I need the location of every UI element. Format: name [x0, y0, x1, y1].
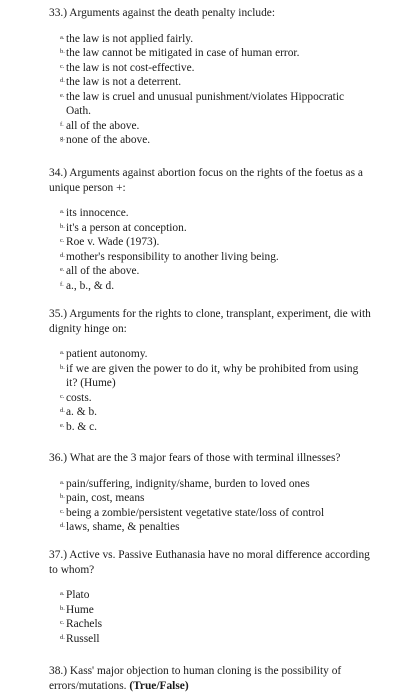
option: a. patient autonomy. — [60, 348, 148, 360]
question-text: 38.) Kass' major objection to human cloning is the possibility of errors/mutations. (True/False) — [49, 665, 342, 692]
question-35 — [49, 307, 379, 434]
question-37 — [49, 548, 379, 646]
question-34 — [49, 166, 379, 293]
option: e. the law is cruel and unusual punishment/violates Hippocratic Oath. — [60, 90, 345, 117]
option: b. if we are given the power to do it, why be prohibited from using it? (Hume) — [60, 362, 359, 389]
question-text: 36.) What are the 3 major fears of those with terminal illnesses? — [49, 452, 341, 464]
option: d. a. & b. — [60, 406, 98, 418]
option: c. being a zombie/persistent vegetative state/loss of control — [60, 506, 325, 519]
option: c. Roe v. Wade (1973). — [60, 236, 160, 248]
question-text: 33.) Arguments against the death penalty include: — [49, 7, 275, 19]
option: d. Russell — [60, 632, 100, 645]
option: e. b. & c. — [60, 420, 98, 433]
question-33 — [49, 6, 379, 148]
option: a. Plato — [60, 589, 90, 601]
option: c. the law is not cost-effective. — [60, 61, 195, 74]
option: d. mother's responsibility to another living being. — [60, 250, 279, 263]
option: d. laws, shame, & penalties — [60, 521, 180, 533]
option: a. the law is not applied fairly. — [60, 32, 194, 45]
question-38 — [49, 664, 379, 693]
option: f. all of the above. — [60, 119, 140, 132]
option: c. costs. — [60, 391, 92, 404]
question-text: 35.) Arguments for the rights to clone, transplant, experiment, die with dignity hinge on: — [49, 308, 371, 335]
option: a. its innocence. — [60, 207, 129, 219]
option: f. a., b., & d. — [60, 279, 115, 292]
option: d. the law is not a deterrent. — [60, 76, 182, 88]
question-text: 34.) Arguments against abortion focus on the rights of the foetus as a unique person +: — [49, 167, 363, 194]
true-false-label: (True/False) — [129, 679, 189, 692]
option: b. pain, cost, means — [60, 492, 145, 504]
option: c. Rachels — [60, 618, 103, 630]
question-text: 37.) Active vs. Passive Euthanasia have no moral difference according to whom? — [49, 549, 370, 576]
option: a. pain/suffering, indignity/shame, burden to loved ones — [60, 477, 310, 490]
question-36 — [49, 451, 379, 535]
option: b. the law cannot be mitigated in case of human error. — [60, 47, 300, 59]
option: e. all of the above. — [60, 265, 140, 277]
option: b. it's a person at conception. — [60, 221, 187, 234]
option: b. Hume — [60, 603, 94, 616]
option: g. none of the above. — [60, 134, 151, 146]
